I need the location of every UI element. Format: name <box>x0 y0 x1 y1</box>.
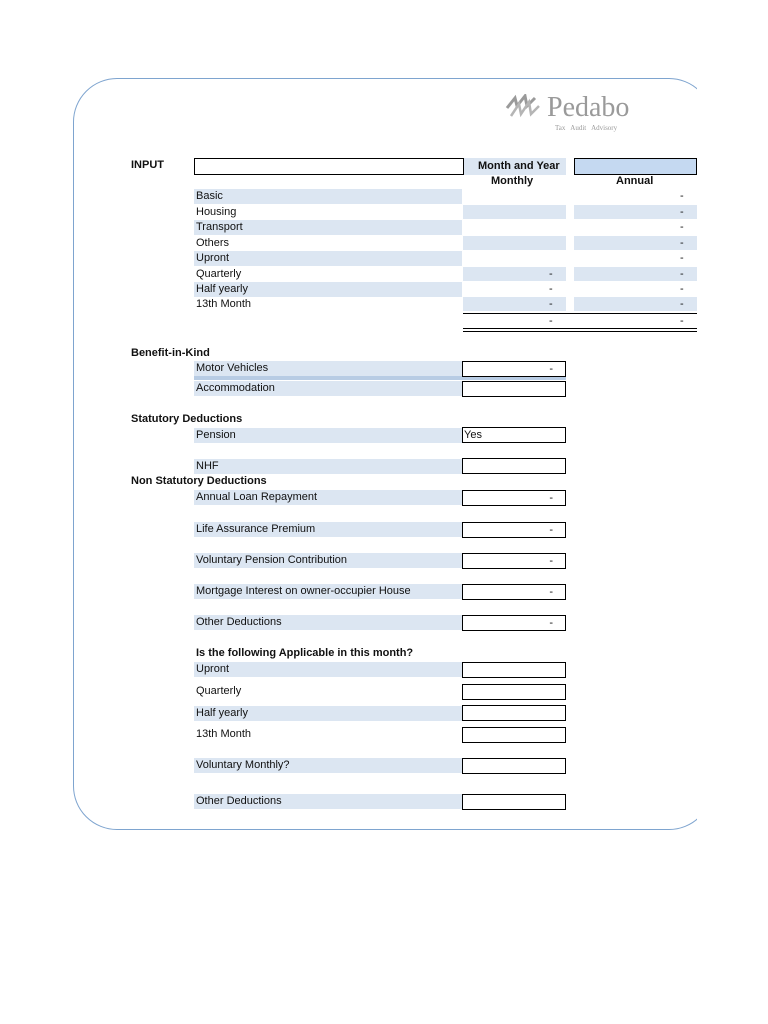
nhf-label: NHF <box>196 460 219 472</box>
statutory-title: Statutory Deductions <box>131 413 243 425</box>
applicable-upront-field[interactable] <box>462 662 566 678</box>
life-assurance-field[interactable] <box>462 522 566 538</box>
monthly-value-quarterly[interactable]: - <box>549 268 553 280</box>
voluntary-monthly-field[interactable] <box>462 758 566 774</box>
annual-cell-fill <box>574 297 697 311</box>
applicable-13th-label: 13th Month <box>196 728 252 740</box>
motor-vehicles-value: - <box>549 363 553 375</box>
loan-field[interactable] <box>462 490 566 506</box>
annual-value-others: - <box>680 237 684 249</box>
mortgage-value: - <box>549 586 553 598</box>
logo-name: Pedabo <box>547 92 630 123</box>
annual-value-upront: - <box>680 252 684 264</box>
mortgage-label: Mortgage Interest on owner-occupier House <box>196 585 411 597</box>
monthly-cell-fill <box>463 236 566 250</box>
applicable-quarterly-field[interactable] <box>462 684 566 700</box>
applicable-other-deductions-field[interactable] <box>462 794 566 810</box>
monthly-total: - <box>549 315 553 327</box>
pedabo-logo <box>505 92 650 136</box>
annual-cell-fill <box>574 267 697 281</box>
applicable-quarterly-label: Quarterly <box>196 685 242 697</box>
annual-value-13th: - <box>680 298 684 310</box>
row-band <box>194 189 462 204</box>
totals-double-rule <box>463 328 697 332</box>
voluntary-monthly-label: Voluntary Monthly? <box>196 759 290 771</box>
annual-value-basic: - <box>680 190 684 202</box>
row-band <box>194 251 462 266</box>
motor-vehicles-field[interactable] <box>462 361 566 377</box>
loan-label: Annual Loan Repayment <box>196 491 318 503</box>
row-band <box>194 459 462 474</box>
income-label-upront: Upront <box>196 252 230 264</box>
monthly-header: Monthly <box>491 175 534 187</box>
annual-cell-fill <box>574 236 697 250</box>
applicable-upront-label: Upront <box>196 663 230 675</box>
vpc-label: Voluntary Pension Contribution <box>196 554 348 566</box>
month-year-field[interactable] <box>574 158 697 175</box>
annual-value-halfyearly: - <box>680 283 684 295</box>
applicable-13th-field[interactable] <box>462 727 566 743</box>
applicable-halfyearly-label: Half yearly <box>196 707 248 719</box>
monthly-cell-fill <box>463 205 566 219</box>
income-label-transport: Transport <box>196 221 243 233</box>
annual-total: - <box>680 315 684 327</box>
annual-value-housing: - <box>680 206 684 218</box>
income-label-housing: Housing <box>196 206 237 218</box>
annual-value-quarterly: - <box>680 268 684 280</box>
vpc-field[interactable] <box>462 553 566 569</box>
motor-vehicles-label: Motor Vehicles <box>196 362 269 374</box>
income-label-basic: Basic <box>196 190 223 202</box>
nhf-field[interactable] <box>462 458 566 474</box>
logo-tagline: Tax Audit Advisory <box>555 124 618 132</box>
bik-title: Benefit-in-Kind <box>131 347 210 359</box>
pension-field[interactable] <box>462 427 566 443</box>
totals-top-rule <box>463 313 697 314</box>
other-deductions-field[interactable] <box>462 615 566 631</box>
annual-value-transport: - <box>680 221 684 233</box>
income-label-13th: 13th Month <box>196 298 252 310</box>
accommodation-label: Accommodation <box>196 382 275 394</box>
applicable-halfyearly-field[interactable] <box>462 705 566 721</box>
income-label-quarterly: Quarterly <box>196 268 242 280</box>
monthly-value-halfyearly[interactable]: - <box>549 283 553 295</box>
accommodation-field[interactable] <box>462 381 566 397</box>
annual-header: Annual <box>616 175 654 187</box>
page-edge <box>697 60 768 850</box>
annual-cell-fill <box>574 205 697 219</box>
row-band <box>194 662 462 677</box>
life-assurance-value: - <box>549 524 553 536</box>
non-statutory-title: Non Statutory Deductions <box>131 475 267 487</box>
other-deductions-value: - <box>549 617 553 629</box>
monthly-value-13th[interactable]: - <box>549 298 553 310</box>
input-name-field[interactable] <box>194 158 464 175</box>
other-deductions-label: Other Deductions <box>196 616 282 628</box>
vpc-value: - <box>549 555 553 567</box>
applicable-other-deductions-label: Other Deductions <box>196 795 282 807</box>
loan-value: - <box>549 492 553 504</box>
input-label: INPUT <box>131 159 164 171</box>
income-label-halfyearly: Half yearly <box>196 283 248 295</box>
income-label-others: Others <box>196 237 230 249</box>
mortgage-field[interactable] <box>462 584 566 600</box>
month-year-label-cell <box>464 158 566 175</box>
applicable-question: Is the following Applicable in this month? <box>196 647 414 659</box>
month-year-label: Month and Year <box>478 160 560 172</box>
life-assurance-label: Life Assurance Premium <box>196 523 316 535</box>
pension-label: Pension <box>196 429 236 441</box>
pension-value: Yes <box>464 429 482 441</box>
logo-mark-icon <box>505 94 545 124</box>
